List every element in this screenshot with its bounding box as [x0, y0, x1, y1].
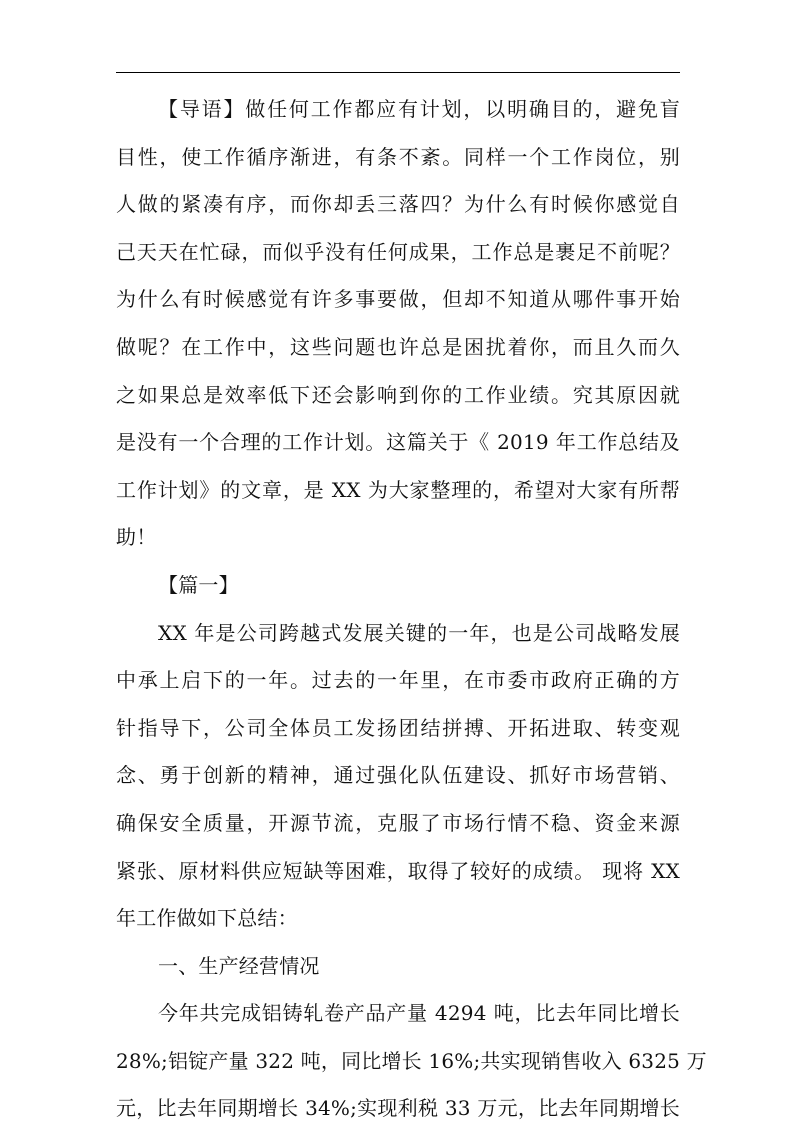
- header-rule: [116, 72, 680, 73]
- subheading: 一、生产经营情况: [158, 953, 320, 978]
- text-line: 元，比去年同期增长 34%;实现利税 33 万元，比去年同期增长: [116, 1096, 680, 1121]
- text-line: 己天天在忙碌，而似乎没有任何成果，工作总是裹足不前呢？: [116, 239, 680, 264]
- text-line: 为什么有时候感觉有许多事要做，但却不知道从哪件事开始: [116, 287, 680, 312]
- text-line: 念、勇于创新的精神，通过强化队伍建设、抓好市场营销、: [116, 763, 680, 788]
- text-line: 28%;铝锭产量 322 吨，同比增长 16%;共实现销售收入 6325 万: [116, 1048, 707, 1073]
- text-line: 工作计划》的文章，是 XX 为大家整理的，希望对大家有所帮: [116, 477, 680, 502]
- section-heading: 【篇一】: [158, 572, 239, 597]
- text-line: 目性，使工作循序渐进，有条不紊。同样一个工作岗位，别: [116, 144, 680, 169]
- text-line: 【导语】做任何工作都应有计划，以明确目的，避免盲: [158, 97, 680, 121]
- text-line: 年工作做如下总结：: [116, 906, 298, 931]
- body-paragraph: [116, 990, 707, 1133]
- document-body: [116, 86, 707, 1133]
- text-line: 中承上启下的一年。过去的一年里，在市委市政府正确的方: [116, 668, 680, 693]
- intro-paragraph: [116, 86, 680, 562]
- text-line: 是没有一个合理的工作计划。这篇关于《 2019 年工作总结及: [116, 430, 680, 455]
- text-line: 紧张、原材料供应短缺等困难，取得了较好的成绩。 现将 XX: [116, 858, 680, 883]
- section-paragraph: [116, 610, 680, 943]
- text-line: 人做的紧凑有序，而你却丢三落四？为什么有时候你感觉自: [116, 192, 680, 217]
- text-line: 做呢？在工作中，这些问题也许总是困扰着你，而且久而久: [116, 334, 680, 359]
- text-line: 之如果总是效率低下还会影响到你的工作业绩。究其原因就: [116, 382, 680, 407]
- text-line: 助！: [116, 525, 157, 550]
- text-line: 针指导下，公司全体员工发扬团结拼搏、开拓进取、转变观: [116, 715, 680, 740]
- text-line: 今年共完成铝铸轧卷产品产量 4294 吨，比去年同比增长: [158, 1001, 680, 1026]
- text-line: XX 年是公司跨越式发展关键的一年，也是公司战略发展: [158, 620, 680, 645]
- text-line: 确保安全质量，开源节流，克服了市场行情不稳、资金来源: [116, 810, 680, 835]
